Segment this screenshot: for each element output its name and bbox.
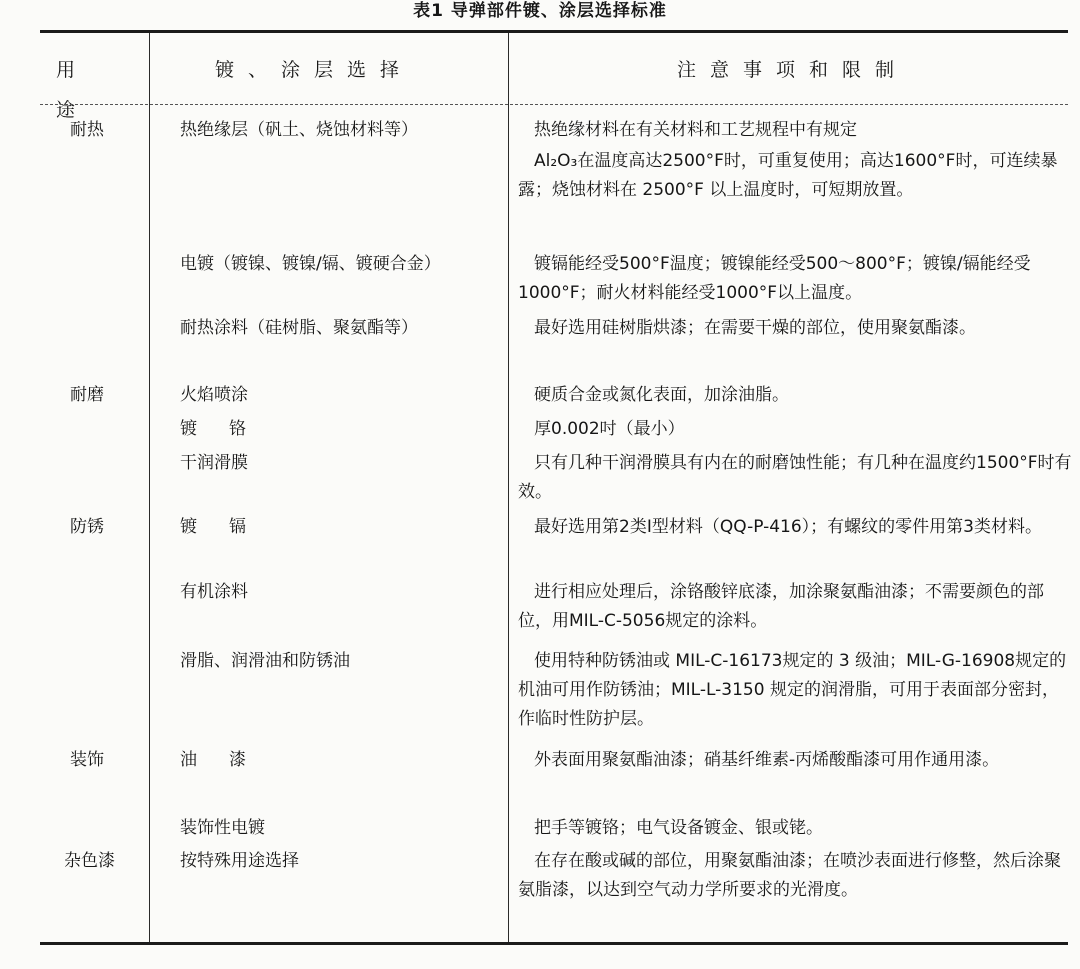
row-coating: 油漆	[180, 750, 278, 770]
column-divider-2	[508, 33, 509, 942]
column-divider-1	[149, 33, 150, 942]
row-notes: 最好选用硅树脂烘漆；在需要干燥的部位，使用聚氨酯漆。	[534, 318, 976, 338]
row-notes: 进行相应处理后，涂铬酸锌底漆，加涂聚氨酯油漆；不需要颜色的部位，用MIL-C-5056规定的涂料。	[518, 582, 1044, 631]
row-coating: 装饰性电镀	[180, 818, 265, 838]
row-coating: 电镀（镀镍、镀镍/镉、镀硬合金）	[180, 254, 441, 274]
row-use: 防锈	[70, 517, 104, 537]
row-notes: 热绝缘材料在有关材料和工艺规程中有规定	[534, 120, 857, 140]
row-coating: 干润滑膜	[180, 453, 248, 473]
row-coating: 热绝缘层（矾土、烧蚀材料等）	[180, 120, 418, 140]
row-coating: 镀镉	[180, 517, 278, 537]
header-use: 用 途	[56, 59, 100, 121]
header-coating: 镀、涂层选择	[215, 59, 414, 81]
header-notes: 注意事项和限制	[677, 59, 909, 81]
row-coating: 镀铬	[180, 419, 278, 439]
row-notes: 镀镉能经受500°F温度；镀镍能经受500～800°F；镀镍/镉能经受1000°F；耐火材料能经受1000°F以上温度。	[518, 254, 1031, 303]
row-notes: 使用特种防锈油或 MIL-C-16173规定的 3 级油；MIL-G-16908规定的机油可用作防锈油；MIL-L-3150 规定的润滑脂，可用于表面部分密封，作临时性防护层。	[518, 651, 1067, 729]
row-notes: 只有几种干润滑膜具有内在的耐磨蚀性能；有几种在温度约1500°F时有效。	[518, 453, 1072, 502]
row-notes: 把手等镀铬；电气设备镀金、银或铑。	[534, 818, 823, 838]
row-notes: 厚0.002吋（最小）	[534, 419, 685, 439]
row-coating: 火焰喷涂	[180, 385, 248, 405]
row-coating: 按特殊用途选择	[180, 851, 299, 871]
row-coating: 有机涂料	[180, 582, 248, 602]
row-use: 杂色漆	[64, 851, 115, 871]
header-rule	[40, 104, 1068, 105]
bottom-rule	[40, 942, 1068, 945]
row-use: 耐热	[70, 120, 104, 140]
row-notes: Al₂O₃在温度高达2500°F时，可重复使用；高达1600°F时，可连续暴露；烧蚀材料在 2500°F 以上温度时，可短期放置。	[518, 151, 1058, 200]
top-rule	[40, 30, 1068, 33]
row-notes: 最好选用第2类Ⅰ型材料（QQ-P-416）；有螺纹的零件用第3类材料。	[534, 517, 1042, 537]
row-use: 装饰	[70, 750, 104, 770]
row-coating: 耐热涂料（硅树脂、聚氨酯等）	[180, 318, 418, 338]
row-notes: 在存在酸或碱的部位，用聚氨酯油漆；在喷沙表面进行修整，然后涂聚氨脂漆，以达到空气动力学所要求的光滑度。	[518, 851, 1061, 900]
row-notes: 硬质合金或氮化表面，加涂油脂。	[534, 385, 789, 405]
row-notes: 外表面用聚氨酯油漆；硝基纤维素-丙烯酸酯漆可用作通用漆。	[534, 750, 1000, 770]
table-title: 表1 导弹部件镀、涂层选择标准	[413, 1, 667, 21]
row-coating: 滑脂、润滑油和防锈油	[180, 651, 350, 671]
row-use: 耐磨	[70, 385, 104, 405]
